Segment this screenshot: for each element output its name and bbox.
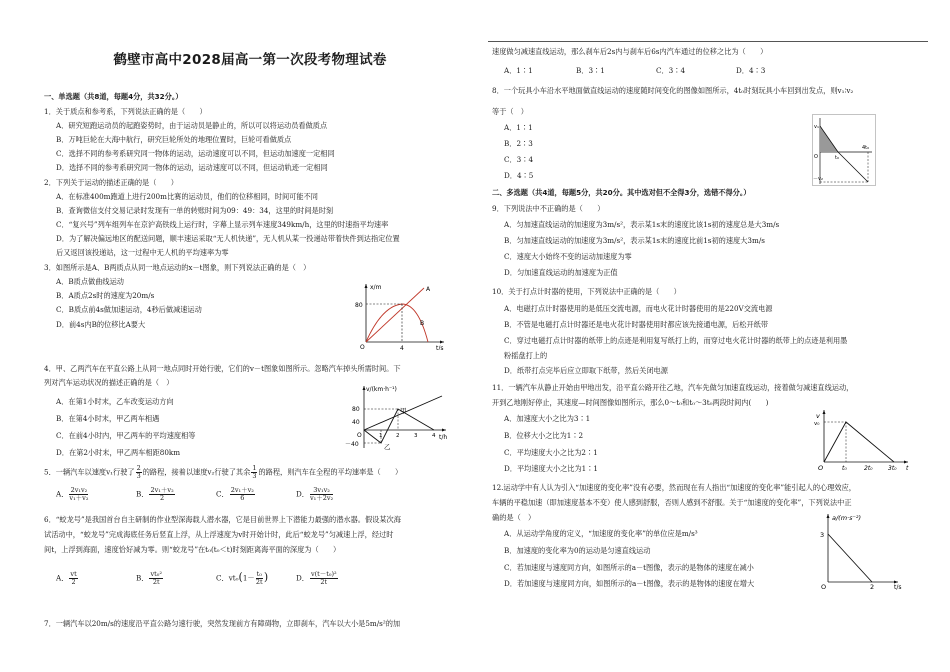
q12-origin: O [821,583,827,590]
q8-stem-cont: 等于（ ） [492,107,528,116]
q12-option-d[interactable]: D．若加速度与速度同方向，如图所示的a－t图像，表示的是物体的速度在增大 [504,579,755,588]
q5-stem-part-b: 的路程，接着以速度v₂行驶了其余 [142,467,251,477]
q3-origin: O [360,344,365,350]
q3-option-d[interactable]: D．前4s内B的位移比A要大 [56,320,146,329]
q4-tick-neg40: －40 [345,441,359,448]
q11-vt-graph [812,408,912,472]
q7-stem-cont: 速度做匀减速直线运动，那么刹车后2s内与刹车后6s内汽车通过的位移之比为（ ） [492,47,768,56]
q4-tick-t1: 1 [379,433,383,439]
q2-option-d[interactable]: D．为了解决偏远地区的配送问题，顺丰速运采取“无人机快递”，无人机从某一投递站带着快件到达指定位置 [56,234,400,243]
q4-ylabel: v/(km·h⁻¹) [366,386,397,393]
q3-line-a [366,288,424,342]
q6-option-c[interactable]: C．vt₀(1－ $\frac{\text{t₀}}{2t}$ ) [216,570,269,586]
q3-xt-graph [352,280,448,350]
q12-option-a[interactable]: A．从运动学角度的定义，“加速度的变化率”的单位应是m/s³ [504,529,698,538]
q9-option-c[interactable]: C．速度大小始终不变的运动加速度为零 [504,252,632,261]
q1-option-b[interactable]: B．万吨巨轮在大海中航行，研究巨轮所处的地理位置时，巨轮可看做质点 [56,135,292,144]
q3-option-a[interactable]: A．B质点做曲线运动 [56,277,124,286]
q10-option-d[interactable]: D．纸带打点完毕后应立即取下纸带，然后关闭电源 [504,366,668,375]
q5-option-d[interactable]: D． $\frac{\text{3v₁v₂}}{\text{v₁＋2v₂}}$ [296,486,334,502]
q9-option-a[interactable]: A．匀加速直线运动的加速度为3m/s²，表示某1s末的速度比该1s初的速度总是大3m/s [504,220,780,229]
q12-tick-3: 3 [820,531,825,539]
q8-origin: O [814,154,818,160]
q3-option-b[interactable]: B．A质点2s时的速度为20m/s [56,291,155,300]
q12-tick-2: 2 [870,583,875,590]
q9-stem: 9．下列说法中不正确的是（ ） [492,204,605,213]
q4-option-d[interactable]: D．在第2小时末，甲乙两车相距80km [56,448,181,457]
q3-xlabel: t/s [436,345,444,350]
q8-vt-graph [812,114,876,186]
q12-stem-cont2: 确的是（ ） [492,513,536,522]
q6-stem-cont2: 间t，上浮到海面，速度恰好减为零。则“蛟龙号”在t₀(t₀＜t)时刻距离海平面的深度为（ ） [44,545,341,554]
q7-option-d[interactable]: D．4∶3 [736,66,766,75]
q3-label-a: A [426,286,431,293]
q4-option-c[interactable]: C．在前4小时内，甲乙两车的平均速度相等 [56,431,196,440]
q4-stem: 4．甲、乙两汽车在平直公路上从同一地点同时开始行驶，它们的v－t图象如图所示。忽略汽车掉头所需时间。下 [44,364,401,373]
q2-stem: 2．下列关于运动的描述正确的是（ ） [44,178,178,187]
q11-stem: 11．一辆汽车从静止开始由甲地出发，沿平直公路开往乙地，汽车先做匀加速直线运动，接着做匀减速直线运动， [492,383,854,392]
q4-tick-80: 80 [352,406,360,413]
q3-ylabel: x/m [370,284,382,291]
q8-line-down [838,152,868,182]
q12-stem: 12.运动学中有人认为引入“加速度的变化率”没有必要，然而现在有人指出“加速度的变化率”能引起人的心理效应， [492,483,856,492]
q7-option-a[interactable]: A．1∶1 [504,66,533,75]
q4-vt-graph [340,382,452,452]
q4-xlabel: t/h [439,434,448,441]
q4-label-yi: 乙 [384,443,391,451]
q8-option-b[interactable]: B．2∶3 [504,139,533,148]
q5-stem-part-a: 5．一辆汽车以速度v₁行驶了 [44,467,135,477]
q11-option-a[interactable]: A．加速度大小之比为3∶1 [504,414,591,423]
q4-option-a[interactable]: A．在第1小时末，乙车改变运动方向 [56,397,174,406]
q4-tick-t3: 3 [414,433,418,439]
q8-label-v1: v₁ [814,124,819,130]
q5-option-c[interactable]: C． $\frac{\text{2v₁＋v₂}}{6}$ [216,486,254,502]
q11-label-v: v [816,412,820,420]
q11-tick-t0: t₀ [842,465,847,472]
q2-option-a[interactable]: A．在标准400m跑道上进行200m比赛的运动员，他们的位移相同，时间可能不同 [56,192,318,201]
q11-option-b[interactable]: B．位移大小之比为1∶2 [504,431,584,440]
q2-option-c[interactable]: C．“复兴号”列车组列车在京沪高铁线上运行时，字幕上显示列车速度349km/h，这里的时速指平均速率 [56,220,389,229]
q11-velocity-line [824,422,894,462]
q6-option-a[interactable]: A． $\frac{vt}{2}$ [56,570,77,586]
q5-option-b[interactable]: B． $\frac{\text{2v₁＋v₂}}{2}$ [136,486,174,502]
q4-tick-t2: 2 [396,433,400,439]
q12-ylabel: a/(m·s⁻²) [832,514,862,522]
q4-tick-t4: 4 [432,433,436,439]
q5-stem-part-c: 的路程，则汽车在全程的平均速率是（ ） [258,467,403,477]
q5-stem [44,465,402,480]
q12-option-c[interactable]: C．若加速度与速度同方向，如图所示的a－t图像，表示的是物体的速度在减小 [504,563,754,572]
q11-stem-cont: 开到乙地刚好停止，其速度—时间图像如图所示，那么0～t₀和t₀～3t₀两段时间内( ) [492,398,769,407]
q12-option-b[interactable]: B．加速度的变化率为0的运动是匀速直线运动 [504,546,651,555]
q11-tick-2t0: 2t₀ [864,465,873,472]
q4-tick-40: 40 [352,419,360,426]
section-single-choice: 一、单选题（共8道，每题4分，共32分。） [44,92,183,101]
q2-option-b[interactable]: B．查询微信支付交易记录时发现有一单的转账时间为09：49：34，这里的时间是时刻 [56,206,334,215]
q4-stem-cont: 列对汽车运动状况的描述正确的是（ ） [44,378,174,387]
q9-option-b[interactable]: B．匀加速直线运动的加速度为3m/s²，表示某1s末的速度比前1s初的速度大3m/s [504,236,765,245]
q2-option-d-cont: 后又返回该投递站，这一过程中无人机的平均速率为零 [56,248,229,257]
q6-stem-cont1: 试活动中，“蛟龙号”完成海底任务后竖直上浮，从上浮速度为v时开始计时，此后“蛟龙号”匀减速上浮，经过时 [44,530,394,539]
q8-tick-4t0: 4t₀ [862,145,870,151]
q3-stem: 3．如图所示是A、B两质点从同一地点运动的x－t图象，则下列说法正确的是（ ） [44,263,311,272]
q8-label-v2: －v₂ [813,176,823,182]
q4-option-b[interactable]: B．在第4小时末，甲乙两车相遇 [56,414,160,423]
q1-stem: 1．关于质点和参考系，下列说法正确的是（ ） [44,107,207,116]
q4-origin: O [357,432,362,439]
q12-at-graph [812,510,904,590]
header-rule [488,41,928,42]
page-title: 鹤壁市高中2028届高一第一次段考物理试卷 [113,52,387,68]
q3-tick-4: 4 [400,345,404,350]
q10-option-b[interactable]: B．不管是电磁打点计时器还是电火花计时器使用时都应该先接通电源，后松开纸带 [504,320,769,329]
q11-option-c[interactable]: C．平均速度大小之比为2∶1 [504,448,598,457]
q7-option-b[interactable]: B．3∶1 [576,66,605,75]
q8-stem: 8．一个玩具小车沿水平地面做直线运动的速度随时间变化的图像如图所示，4t₀时刻玩具小车回到出发点，则v₁∶v₂ [492,86,854,95]
q11-tick-3t0: 3t₀ [888,465,897,472]
q11-label-v0: v₀ [814,421,820,427]
q10-stem: 10．关于打点计时器的使用，下列说法中正确的是（ ） [492,287,681,296]
q3-curve-b [366,304,428,342]
q11-option-d[interactable]: D．平均速度大小之比为1∶1 [504,464,598,473]
q6-option-b[interactable]: B． $\frac{\text{vt₀²}}{2t}$ [136,570,162,586]
q1-option-c[interactable]: C．选择不同的参考系研究同一物体的运动，运动速度可以不同，但运动加速度一定相同 [56,149,335,158]
q8-option-a[interactable]: A．1∶1 [504,123,533,132]
section-multi-choice: 二、多选题（共4道，每题5分，共20分。其中选对但不全得3分，选错不得分。） [492,188,751,197]
q1-option-a[interactable]: A．研究短跑运动员的起跑姿势时，由于运动员是静止的，所以可以将运动员看做质点 [56,121,328,130]
q8-tick-t0: t₀ [835,155,839,161]
q3-option-c[interactable]: C．B质点前4s做加速运动，4秒后做减速运动 [56,305,202,314]
q9-option-d[interactable]: D．匀加速直线运动的加速度为正值 [504,268,618,277]
q7-option-c[interactable]: C．3∶4 [656,66,686,75]
q5-fraction-two-thirds: $\frac{2}{3}$ [136,464,141,480]
q12-stem-cont1: 车辆的平稳加速（即加速度基本不变）使人感到舒服，否则人感到不舒服。关于“加速度的变化率”，下列说法中正 [492,498,852,507]
q5-fraction-one-third: $\frac{1}{3}$ [252,464,257,480]
q3-tick-80: 80 [355,302,363,309]
q12-xlabel: t/s [894,584,902,590]
q11-origin: O [818,464,824,472]
q12-acceleration-line [828,534,872,582]
q10-option-a[interactable]: A．电磁打点计时器使用的是低压交流电源，而电火花计时器使用的是220V交流电源 [504,304,773,313]
q8-option-d[interactable]: D．4∶5 [504,171,534,180]
q4-label-jia: 甲 [400,407,407,415]
q5-option-a[interactable]: A． $\frac{\text{2v₁v₂}}{\text{v₁＋v₂}}$ [56,486,89,502]
q3-label-b: B [420,320,425,327]
q7-stem: 7．一辆汽车以20m/s的速度沿平直公路匀速行驶，突然发现前方有障碍物，立即刹车，汽车以大小是5m/s²的加 [44,619,401,628]
q10-option-c[interactable]: C．穿过电磁打点计时器的纸带上的点迹是利用复写纸打上的，而穿过电火花计时器的纸带上的点迹是利用墨 [504,336,848,345]
q11-tick-t: t [906,465,909,472]
q6-option-d[interactable]: D． $\frac{\text{v(t－t₀)²}}{2t}$ [296,570,337,586]
q8-option-c[interactable]: C．3∶4 [504,155,534,164]
q10-option-c-cont: 粉摇盘打上的 [504,351,548,360]
q6-stem: 6．“蛟龙号”是我国首台自主研制的作业型深海载人潜水器，它是目前世界上下潜能力最强的潜水器。假设某次海 [44,515,401,524]
q1-option-d[interactable]: D．选择不同的参考系研究同一物体的运动，运动速度可以不同，但运动轨迹一定相同 [56,163,328,172]
